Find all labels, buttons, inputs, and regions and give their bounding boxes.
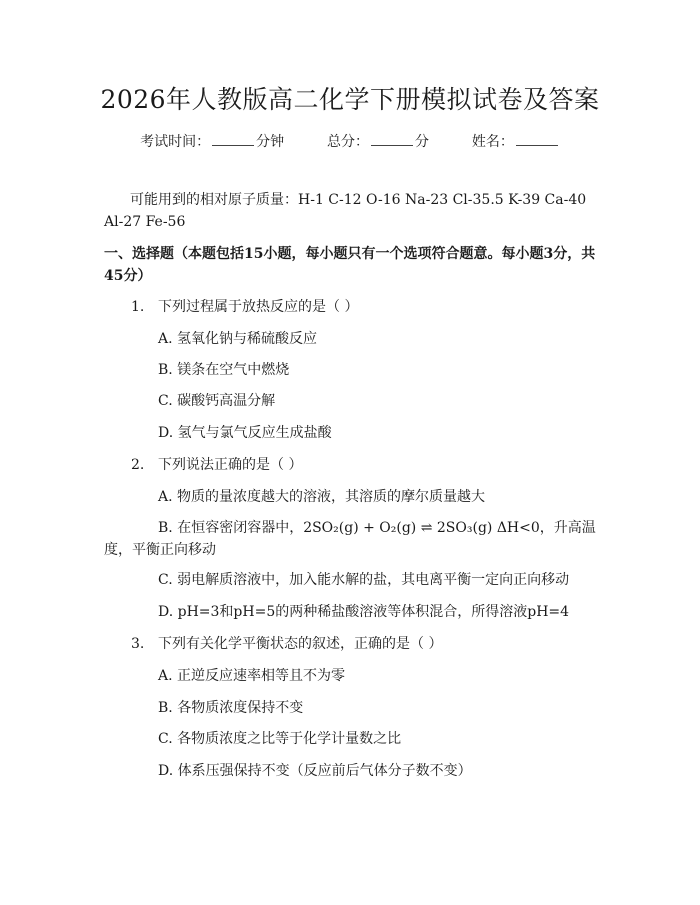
q3-option-a: A. 正逆反应速率相等且不为零 (158, 668, 346, 684)
q2-option-c: C. 弱电解质溶液中，加入能水解的盐，其电离平衡一定向正向移动 (158, 572, 570, 588)
question-number: 2. (131, 457, 145, 473)
time-unit: 分钟 (256, 134, 285, 150)
q3-option-c: C. 各物质浓度之比等于化学计量数之比 (158, 731, 402, 747)
q2-option-a: A. 物质的量浓度越大的溶液，其溶质的摩尔质量越大 (158, 489, 486, 505)
question-2 (131, 454, 302, 476)
question-stem: 下列说法正确的是（ ） (158, 457, 303, 473)
exam-meta (0, 131, 700, 151)
q2-option-b: B. 在恒容密闭容器中，2SO₂(g) + O₂(g) ⇌ 2SO₃(g) ΔH<0，升高温度，平衡正向移动 (104, 520, 596, 558)
atomic-masses: 可能用到的相对原子质量：H-1 C-12 O-16 Na-23 Cl-35.5 K-39 Ca-40 Al-27 Fe-56 (104, 192, 587, 230)
name-label: 姓名： (471, 134, 514, 150)
section-heading: 一、选择题（本题包括15小题，每小题只有一个选项符合题意。每小题3分，共45分） (104, 246, 596, 284)
question-3 (131, 633, 442, 655)
q3-option-d: D. 体系压强保持不变（反应前后气体分子数不变） (158, 763, 472, 779)
question-number: 3. (131, 636, 145, 652)
score-unit: 分 (415, 134, 429, 150)
name-blank[interactable] (516, 133, 558, 146)
question-stem: 下列有关化学平衡状态的叙述，正确的是（ ） (158, 636, 443, 652)
score-blank[interactable] (371, 133, 413, 146)
q2-option-d: D. pH=3和pH=5的两种稀盐酸溶液等体积混合，所得溶液pH=4 (158, 604, 570, 620)
q1-option-c: C. 碳酸钙高温分解 (158, 393, 276, 409)
exam-title: 2026年人教版高二化学下册模拟试卷及答案 (100, 85, 600, 114)
question-number: 1. (131, 299, 145, 315)
question-stem: 下列过程属于放热反应的是（ ） (158, 299, 359, 315)
question-1 (131, 296, 358, 318)
time-label: 考试时间： (140, 134, 211, 150)
q3-option-b: B. 各物质浓度保持不变 (158, 700, 304, 716)
q1-option-d: D. 氢气与氯气反应生成盐酸 (158, 425, 332, 441)
time-blank[interactable] (212, 133, 254, 146)
q1-option-a: A. 氢氧化钠与稀硫酸反应 (158, 331, 318, 347)
q1-option-b: B. 镁条在空气中燃烧 (158, 362, 290, 378)
score-label: 总分： (327, 134, 369, 150)
